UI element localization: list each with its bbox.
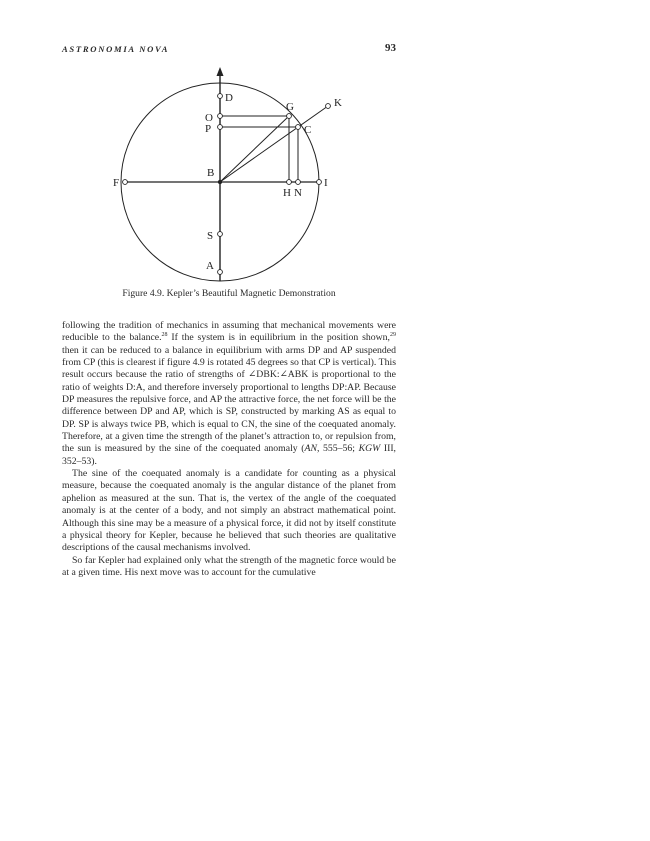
line-BG xyxy=(220,116,289,182)
label-K: K xyxy=(334,97,342,109)
page-header xyxy=(62,44,396,60)
paragraph-3: So far Kepler had explained only what the strength of the magnetic force would be at a given time. His next move was to account for the cumulative xyxy=(62,554,396,578)
p1-text-e: III, 352–53). xyxy=(62,443,396,467)
running-head: ASTRONOMIA NOVA xyxy=(62,44,170,54)
point-N xyxy=(296,180,301,185)
label-I: I xyxy=(324,177,328,189)
label-D: D xyxy=(225,92,233,104)
point-A xyxy=(218,270,223,275)
paragraph-2: The sine of the coequated anomaly is a candidate for counting as a physical measure, because the coequated anomaly is the angular distance of the planet from aphelion as measured at the sun. That is, the vertex of the angle of the coequated anomaly is at the center of a body, and not simply an abstract mathematical point. Although this sine may be a measure of a physical force, it did not by itself constitute a physical theory for Kepler, because he believed that such theories are qualitative descriptions of the causal mechanisms involved. xyxy=(62,468,396,554)
p1-text-a: following the tradition of mechanics in assuming that mechanical movements were reducible to the balance. xyxy=(62,320,396,344)
point-P xyxy=(218,125,223,130)
page-number: 93 xyxy=(385,42,396,54)
label-N: N xyxy=(294,187,302,199)
citation-kgw: KGW xyxy=(358,443,381,455)
arrow-up-icon xyxy=(217,67,224,76)
body-text xyxy=(62,320,396,579)
label-S: S xyxy=(207,230,214,242)
paragraph-1 xyxy=(62,320,396,468)
figure-caption: Figure 4.9. Kepler’s Beautiful Magnetic Demonstration xyxy=(122,288,336,299)
label-P: P xyxy=(205,123,212,135)
kepler-magnetic-diagram xyxy=(100,60,360,282)
label-H: H xyxy=(283,187,291,199)
p1-text-b: If the system is in equilibrium in the position shown, xyxy=(167,332,390,344)
point-K xyxy=(326,104,331,109)
point-D xyxy=(218,94,223,99)
label-O: O xyxy=(205,112,213,124)
point-I xyxy=(317,180,322,185)
citation-an: AN xyxy=(304,443,317,455)
point-H xyxy=(287,180,292,185)
label-A: A xyxy=(206,260,214,272)
point-O xyxy=(218,114,223,119)
point-F xyxy=(123,180,128,185)
p1-text-c: then it can be reduced to a balance in equilibrium with arms DP and AP suspended from CP (this is clearest if figure 4.9 is rotated 45 degrees so that CP is vertical). This result occurs because the ratio of strengths of ∠DBK:∠ABK is proportional to the ratio of weights D:A, and therefore inversely proportional to lengths DP:AP. Because DP measures the repulsive force, and AP the attractive force, the net force will be the difference between DP and AP, which is SP, constructed by marking AS as equal to DP. SP is always twice PB, which is equal to CN, the sine of the coequated anomaly. Therefore, at a given time the strength of the planet’s attraction to, or repulsion from, the sun is measured by the sine of the coequated anomaly ( xyxy=(62,344,396,455)
point-C xyxy=(296,125,301,130)
point-S xyxy=(218,232,223,237)
label-G: G xyxy=(286,101,294,113)
footnote-ref-29: 29 xyxy=(390,332,396,339)
label-C: C xyxy=(304,124,312,136)
point-B xyxy=(218,180,222,184)
footnote-ref-28: 28 xyxy=(161,332,168,339)
label-F: F xyxy=(113,177,120,189)
point-G xyxy=(287,114,292,119)
label-B: B xyxy=(207,167,215,179)
p1-text-d: , 555–56; xyxy=(316,443,359,455)
